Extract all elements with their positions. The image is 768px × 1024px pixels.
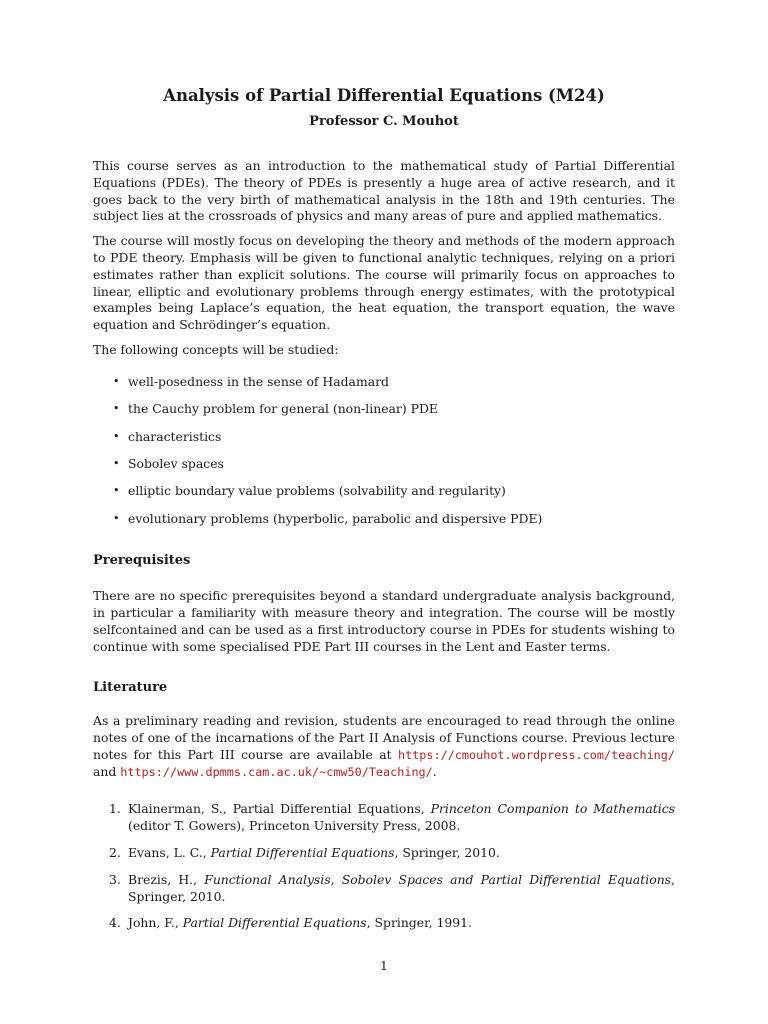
intro-paragraph-1: This course serves as an introduction to the mathematical study of Partial Differential Equations (PDEs). The theory of PDEs is presently a huge area of active research, and it goes back to the very birth of mathematical analysis in the 18th and 19th centuries. The subject lies at the crossroads of physics and many areas of pure and applied mathematics. xyxy=(93,158,675,224)
wordpress-teaching-link[interactable]: https://cmouhot.wordpress.com/teaching/ xyxy=(398,747,675,762)
bullet-icon: • xyxy=(113,429,120,443)
list-item xyxy=(113,483,675,510)
reference-item xyxy=(109,801,675,835)
list-item xyxy=(113,456,675,483)
list-item xyxy=(113,374,675,401)
reference-number: 4. xyxy=(109,915,121,931)
reference-item xyxy=(109,845,675,862)
literature-heading: Literature xyxy=(93,680,168,696)
reference-number: 2. xyxy=(109,845,121,861)
concept-text: the Cauchy problem for general (non-linear) PDE xyxy=(128,401,438,417)
list-item xyxy=(113,401,675,428)
bullet-icon: • xyxy=(113,511,120,525)
literature-text-before: As a preliminary reading and revision, students are encouraged to read through the online notes of one of the incarnations of the Part II Analysis of Functions course. Previous lecture notes for this Part III course are available at xyxy=(93,713,675,762)
concept-text: Sobolev spaces xyxy=(128,455,224,471)
reference-post: , Springer, 2010. xyxy=(394,845,500,861)
reference-pre: John, F., xyxy=(128,915,183,931)
literature-text-end: . xyxy=(432,763,437,779)
bullet-icon: • xyxy=(113,402,120,416)
reference-number: 3. xyxy=(109,871,121,887)
reference-italic: Partial Differential Equations xyxy=(182,915,367,931)
references-list xyxy=(93,801,675,932)
reference-item xyxy=(109,915,675,932)
literature-text-mid: and xyxy=(93,763,121,779)
list-item xyxy=(113,429,675,456)
concept-text: well-posedness in the sense of Hadamard xyxy=(128,373,389,389)
reference-number: 1. xyxy=(109,801,121,817)
concept-text: elliptic boundary value problems (solvability and regularity) xyxy=(128,483,506,499)
literature-paragraph xyxy=(93,713,675,780)
bullet-icon: • xyxy=(113,456,120,470)
reference-pre: Klainerman, S., Partial Differential Equations, xyxy=(128,801,431,817)
reference-pre: Brezis, H., xyxy=(128,871,205,887)
page-number: 1 xyxy=(380,958,388,973)
reference-item xyxy=(109,871,675,906)
dpmms-teaching-link[interactable]: https://www.dpmms.cam.ac.uk/~cmw50/Teaching/ xyxy=(120,764,433,779)
document-author: Professor C. Mouhot xyxy=(309,114,459,129)
document-title: Analysis of Partial Differential Equations (M24) xyxy=(163,86,605,105)
bullet-icon: • xyxy=(113,374,120,388)
reference-post: , Springer, 2010. xyxy=(128,871,675,904)
reference-italic: Princeton Companion to Mathematics xyxy=(430,801,675,817)
reference-italic: Functional Analysis, Sobolev Spaces and Partial Differential Equations xyxy=(204,871,672,887)
concept-text: evolutionary problems (hyperbolic, parabolic and dispersive PDE) xyxy=(128,510,543,526)
bullet-icon: • xyxy=(113,484,120,498)
list-item xyxy=(113,511,675,538)
intro-paragraph-3: The following concepts will be studied: xyxy=(93,341,339,357)
document-page xyxy=(93,84,675,942)
reference-pre: Evans, L. C., xyxy=(128,845,211,861)
intro-paragraph-2: The course will mostly focus on developing the theory and methods of the modern approach to PDE theory. Emphasis will be given to functional analytic techniques, relying on a priori estimates rather than explicit solutions. The course will primarily focus on approaches to linear, elliptic and evolutionary problems through energy estimates, with the prototypical examples being Laplace’s equation, the heat equation, the transport equation, the wave equation and Schrödinger’s equation. xyxy=(93,233,675,333)
reference-post: , Springer, 1991. xyxy=(366,915,472,931)
prerequisites-heading: Prerequisites xyxy=(93,553,191,569)
concept-text: characteristics xyxy=(128,428,222,444)
reference-post: (editor T. Gowers), Princeton University Press, 2008. xyxy=(128,818,461,834)
prerequisites-paragraph: There are no specific prerequisites beyond a standard undergraduate analysis background, in particular a familiarity with measure theory and integration. The course will be mostly selfcontained and can be used as a first introductory course in PDEs for students wishing to continue with some specialised PDE Part III courses in the Lent and Easter terms. xyxy=(93,588,675,654)
reference-italic: Partial Differential Equations xyxy=(210,845,395,861)
concepts-list xyxy=(93,374,675,538)
